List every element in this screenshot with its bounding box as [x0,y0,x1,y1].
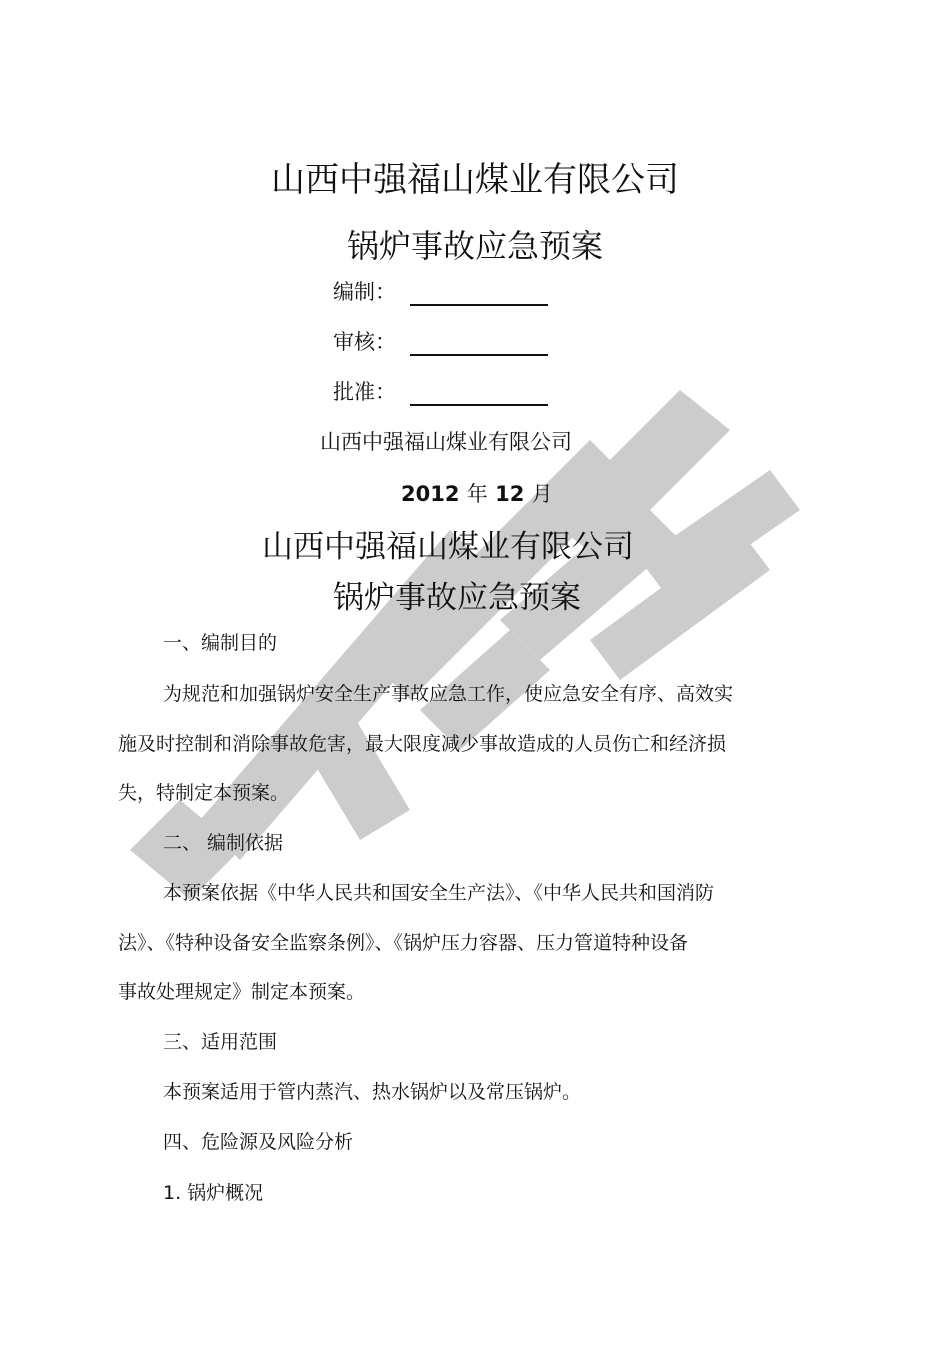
section-3-heading: 三、适用范围 [163,1031,278,1053]
date-month: 12 [495,482,525,506]
section-2-line: 本预案依据《中华人民共和国安全生产法》、《中华人民共和国消防 [163,882,715,904]
compiled-by-label: 编制： [333,280,396,304]
approved-by-label: 批准： [333,380,396,404]
watermark-stamp [120,380,840,940]
cover-plan-title: 锅炉事故应急预案 [346,227,603,265]
compiled-by-field [333,276,548,306]
section-1-line: 施及时控制和消除事故危害，最大限度减少事故造成的人员伤亡和经济损 [118,733,727,755]
section-1-line: 失，特制定本预案。 [118,782,290,804]
cover-issuer: 山西中强福山煤业有限公司 [320,430,572,454]
section-4-subheading: 1. 锅炉概况 [163,1182,264,1204]
section-4-heading: 四、危险源及风险分析 [163,1131,354,1153]
section-2-heading: 二、 编制依据 [163,832,284,854]
signature-line [410,332,548,356]
section-2-line: 法》、《特种设备安全监察条例》、《锅炉压力容器、压力管道特种设备 [118,932,689,954]
cover-date [401,478,553,508]
date-year: 2012 [401,482,460,506]
doc-company-title: 山西中强福山煤业有限公司 [262,529,634,565]
reviewed-by-label: 审核： [333,330,396,354]
signature-line [410,382,548,406]
signature-line [410,282,548,306]
date-month-unit: 月 [531,482,553,506]
date-year-unit: 年 [466,482,488,506]
cover-company-title: 山西中强福山煤业有限公司 [271,160,679,200]
section-1-heading: 一、编制目的 [163,632,278,654]
section-2-line: 事故处理规定》制定本预案。 [118,981,366,1003]
section-1-line: 为规范和加强锅炉安全生产事故应急工作，使应急安全有序、高效实 [163,683,734,705]
section-3-text: 本预案适用于管内蒸汽、热水锅炉以及常压锅炉。 [163,1081,582,1103]
reviewed-by-field [333,326,548,356]
approved-by-field [333,376,548,406]
doc-plan-title: 锅炉事故应急预案 [333,580,581,616]
